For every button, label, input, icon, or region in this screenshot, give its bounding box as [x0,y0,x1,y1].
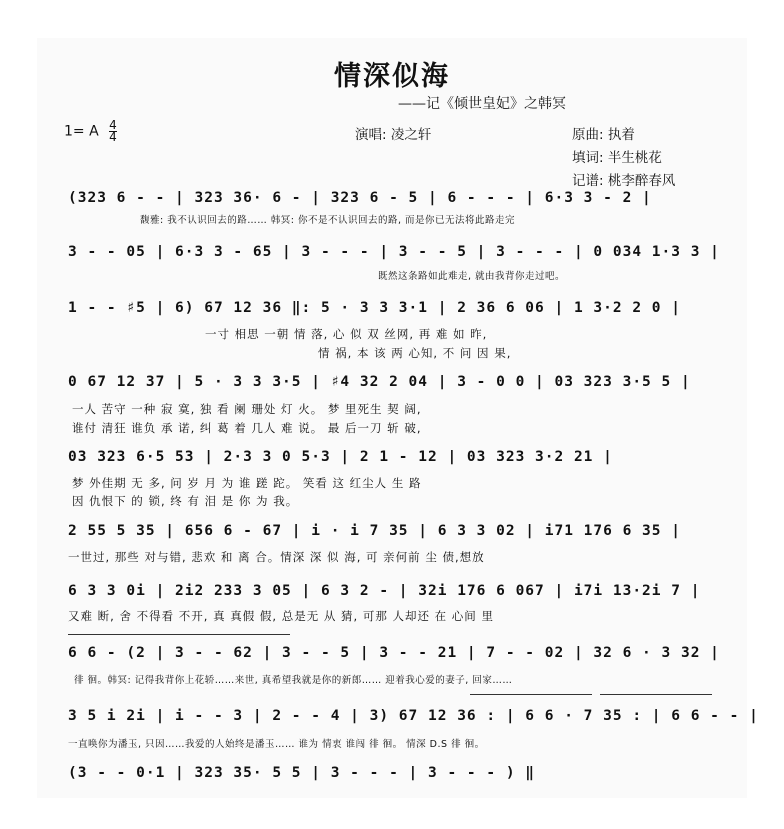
singer-credit: 演唱: 凌之轩 [355,127,432,143]
time-sig-top: 4 [109,118,117,132]
lyric-line: 一寸 相思 一朝 情 落, 心 似 双 丝网, 再 难 如 昨, [205,327,488,341]
lyric-line: 梦 外佳期 无 多, 问 岁 月 为 谁 蹉 跎。 笑看 这 红尘人 生 路 [72,476,422,490]
key-signature [64,120,117,143]
volta-bracket-3 [600,694,712,695]
time-sig-bottom: 4 [109,130,117,144]
notation-line: (3 - - 0·1 | 323 35· 5 5 | 3 - - - | 3 - - - ) ‖ [68,765,536,781]
lyric-line: 因 仇恨下 的 锁, 终 有 泪 是 你 为 我。 [72,494,299,508]
volta-bracket-2 [470,694,592,695]
lyric-line: 徘 徊。韩冥: 记得我背你上花轿……来世, 真希望我就是你的新郎…… 迎着我心爱的妻子, 回家…… [74,675,513,686]
lyric-line: 一直唤你为潘玉, 只因……我爱的人始终是潘玉…… 谁为 情衷 谁闯 徘 徊。 情深 D.S 徘 徊。 [68,739,485,750]
lyric-line: 情 祸, 本 该 两 心知, 不 问 因 果, [318,346,512,360]
lyric-line: 既然这条路如此难走, 就由我背你走过吧。 [378,271,566,282]
notation-line: (323 6 - - | 323 36· 6 - | 323 6 - 5 | 6 - - - | 6·3 3 - 2 | [68,190,652,206]
notation-line: 03 323 6·5 53 | 2·3 3 0 5·3 | 2 1 - 12 | 03 323 3·2 21 | [68,449,613,465]
lyric-line: 谁付 清狂 谁负 承 诺, 纠 葛 着 几人 难 说。 最 后一刀 斩 破, [72,421,422,435]
song-subtitle: ——记《倾世皇妃》之韩冥 [398,96,566,112]
transcriber-credit: 记谱: 桃李醉春风 [572,173,676,189]
original-credit: 原曲: 执着 [572,127,635,143]
time-signature [109,120,117,143]
notation-line: 2 55 5 35 | 656 6 - 67 | i · i 7 35 | 6 3 3 02 | i71 176 6 35 | [68,523,681,539]
notation-line: 6 3 3 0i | 2i2 233 3 05 | 6 3 2 - | 32i 176 6 067 | i7i 13·2i 7 | [68,583,701,599]
lyric-line: 一世过, 那些 对与错, 悲欢 和 离 合。情深 深 似 海, 可 亲何前 尘 债,想放 [68,550,485,564]
lyricist-credit: 填词: 半生桃花 [572,150,662,166]
lyric-line: 一人 苦守 一种 寂 寞, 独 看 阑 珊处 灯 火。 梦 里死生 契 阔, [72,402,422,416]
volta-bracket [68,634,290,635]
lyric-line: 馥雅: 我不认识回去的路…… 韩冥: 你不是不认识回去的路, 而是你已无法将此路走完 [140,215,516,226]
notation-line: 1 - - ♯5 | 6) 67 12 36 ‖: 5 · 3 3 3·1 | 2 36 6 06 | 1 3·2 2 0 | [68,300,681,316]
notation-line: 3 5 i 2i | i - - 3 | 2 - - 4 | 3) 67 12 36 : | 6 6 · 7 35 : | 6 6 - - | [68,708,759,724]
notation-line: 0 67 12 37 | 5 · 3 3 3·5 | ♯4 32 2 04 | 3 - 0 0 | 03 323 3·5 5 | [68,374,691,390]
notation-line: 3 - - 05 | 6·3 3 - 65 | 3 - - - | 3 - - 5 | 3 - - - | 0 034 1·3 3 | [68,244,720,260]
notation-line: 6 6 - (2 | 3 - - 62 | 3 - - 5 | 3 - - 21 | 7 - - 02 | 32 6 · 3 32 | [68,645,720,661]
song-title: 情深似海 [334,61,450,92]
key-label: 1= A [64,123,99,140]
lyric-line: 又难 断, 舍 不得看 不开, 真 真假 假, 总是无 从 猜, 可那 人却还 在 心间 里 [68,609,494,623]
